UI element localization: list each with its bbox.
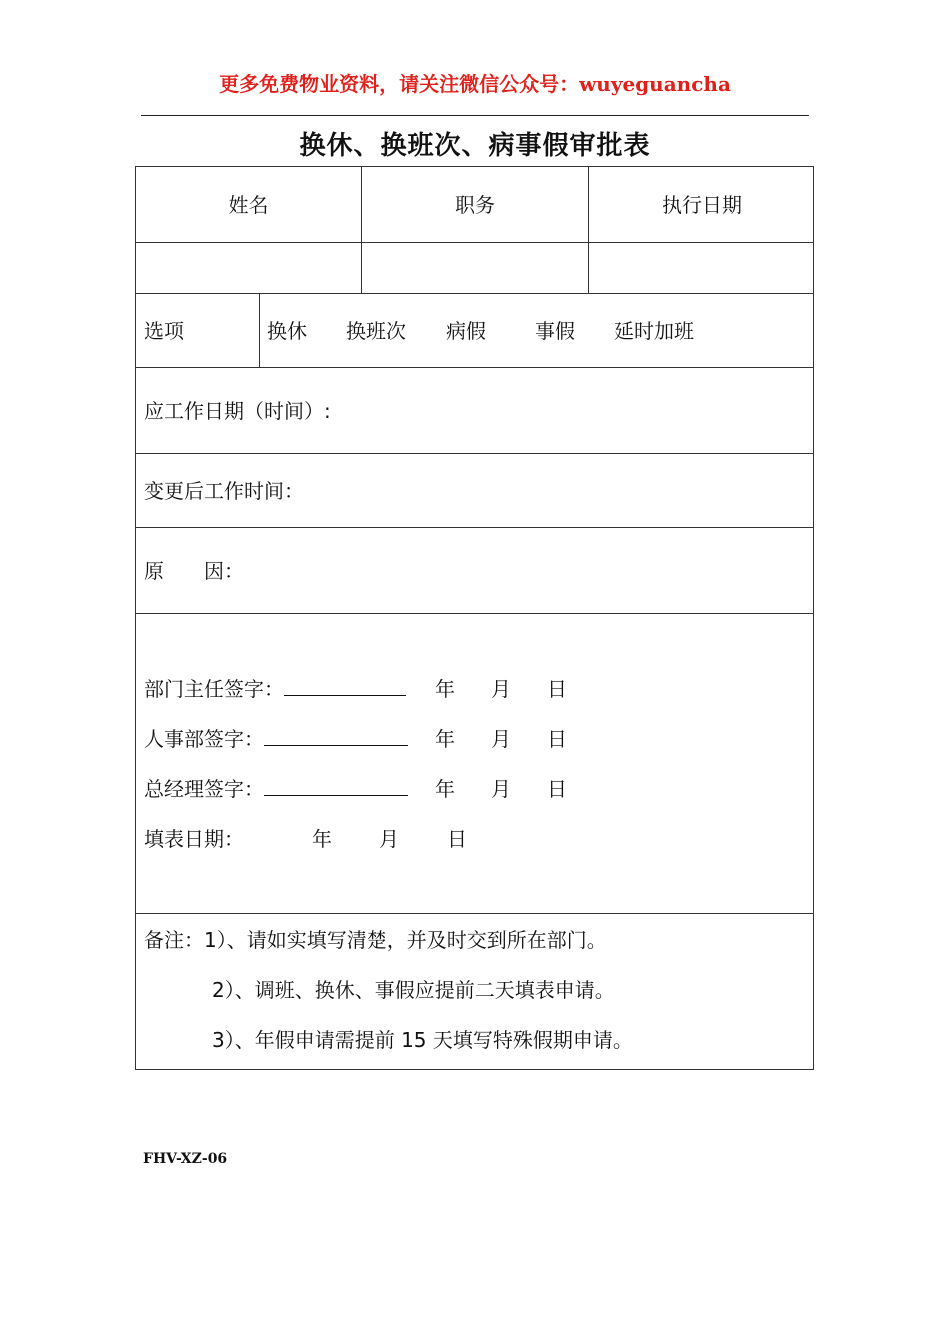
changed-time-label: 变更后工作时间： (144, 479, 304, 503)
form-title: 换休、换班次、病事假审批表 (299, 131, 651, 161)
fill-date-label: 填表日期： (144, 827, 244, 851)
option-comp-leave[interactable]: 换休 (267, 319, 307, 343)
gm-signature-row (144, 777, 408, 801)
hr-year: 年 (435, 727, 455, 751)
fill-month: 月 (379, 827, 399, 851)
fill-year: 年 (312, 827, 332, 851)
hr-month: 月 (491, 727, 511, 751)
gm-month: 月 (491, 777, 511, 801)
approval-form-table (135, 166, 814, 1070)
row-divider (136, 527, 813, 528)
row-divider (136, 293, 813, 294)
dept-month: 月 (491, 677, 511, 701)
gm-year: 年 (435, 777, 455, 801)
dept-year: 年 (435, 677, 455, 701)
hr-signature-label: 人事部签字： (144, 727, 264, 751)
position-input-cell[interactable] (362, 243, 588, 293)
header-name: 姓名 (228, 193, 269, 217)
hr-signature-row (144, 727, 408, 751)
row-divider (136, 453, 813, 454)
dept-signature-line[interactable] (284, 677, 406, 696)
col-divider (259, 293, 260, 367)
dept-day: 日 (547, 677, 567, 701)
hr-day: 日 (547, 727, 567, 751)
option-shift-swap[interactable]: 换班次 (346, 319, 406, 343)
row-divider (136, 613, 813, 614)
work-date-label: 应工作日期（时间）: (144, 399, 331, 423)
note-1: 备注：1）、请如实填写清楚，并及时交到所在部门。 (144, 928, 607, 952)
dept-signature-label: 部门主任签字： (144, 677, 284, 701)
row-divider (136, 367, 813, 368)
row-divider (136, 913, 813, 914)
dept-signature-row (144, 677, 406, 701)
note-3: 3）、年假申请需提前 15 天填写特殊假期申请。 (212, 1028, 633, 1052)
header-exec-date: 执行日期 (662, 193, 742, 217)
note-2: 2）、调班、换休、事假应提前二天填表申请。 (212, 978, 615, 1002)
options-label: 选项 (144, 319, 184, 343)
fill-day: 日 (447, 827, 467, 851)
promo-banner: 更多免费物业资料，请关注微信公众号：wuyeguancha (219, 72, 731, 96)
exec-date-input-cell[interactable] (589, 243, 815, 293)
reason-label: 原 因： (144, 559, 244, 583)
document-code: FHV-XZ-06 (143, 1151, 228, 1167)
header-rule (141, 115, 809, 116)
option-personal-leave[interactable]: 事假 (535, 319, 575, 343)
gm-day: 日 (547, 777, 567, 801)
gm-signature-label: 总经理签字： (144, 777, 264, 801)
name-input-cell[interactable] (136, 243, 361, 293)
option-sick-leave[interactable]: 病假 (446, 319, 486, 343)
gm-signature-line[interactable] (264, 777, 408, 796)
header-position: 职务 (455, 193, 495, 217)
option-overtime[interactable]: 延时加班 (614, 319, 694, 343)
hr-signature-line[interactable] (264, 727, 408, 746)
